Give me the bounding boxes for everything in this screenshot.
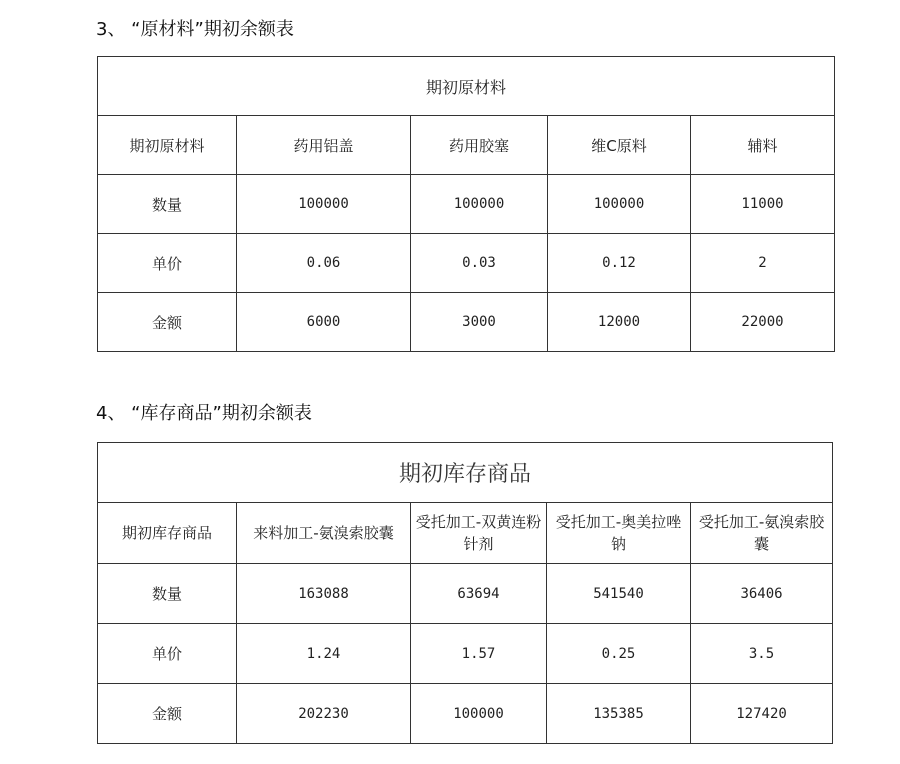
table-cell: 12000 xyxy=(548,293,691,352)
table-cell: 11000 xyxy=(691,175,835,234)
table-cell: 6000 xyxy=(237,293,411,352)
row-label: 金额 xyxy=(98,293,237,352)
table-cell: 1.24 xyxy=(237,624,411,684)
table-cell: 1.57 xyxy=(411,624,547,684)
column-header: 受托加工-双黄连粉针剂 xyxy=(411,503,547,564)
table-title: 期初库存商品 xyxy=(98,443,833,503)
table-cell: 202230 xyxy=(237,684,411,744)
column-header: 药用铝盖 xyxy=(237,116,411,175)
row-label: 数量 xyxy=(98,175,237,234)
table-cell: 3.5 xyxy=(691,624,833,684)
table-cell: 100000 xyxy=(411,684,547,744)
table-cell: 0.06 xyxy=(237,234,411,293)
table-cell: 36406 xyxy=(691,564,833,624)
column-header: 来料加工-氨溴索胶囊 xyxy=(237,503,411,564)
table-title-row xyxy=(98,443,833,503)
row-label: 数量 xyxy=(98,564,237,624)
column-header: 维C原料 xyxy=(548,116,691,175)
table-cell: 63694 xyxy=(411,564,547,624)
table-cell: 541540 xyxy=(547,564,691,624)
column-header: 期初库存商品 xyxy=(98,503,237,564)
table-cell: 127420 xyxy=(691,684,833,744)
table-title-row xyxy=(98,57,835,116)
table-header-row xyxy=(98,116,835,175)
table-cell: 100000 xyxy=(548,175,691,234)
table-row xyxy=(98,293,835,352)
table-cell: 0.25 xyxy=(547,624,691,684)
table-cell: 100000 xyxy=(237,175,411,234)
column-header: 药用胶塞 xyxy=(411,116,548,175)
row-label: 金额 xyxy=(98,684,237,744)
table-row xyxy=(98,234,835,293)
table-header-row xyxy=(98,503,833,564)
table-cell: 0.03 xyxy=(411,234,548,293)
table-row xyxy=(98,564,833,624)
section-4-heading: 4、 “库存商品”期初余额表 xyxy=(96,403,312,424)
table-cell: 100000 xyxy=(411,175,548,234)
column-header: 受托加工-氨溴索胶囊 xyxy=(691,503,833,564)
table-row xyxy=(98,175,835,234)
raw-materials-opening-balance-table xyxy=(97,56,835,352)
table-cell: 3000 xyxy=(411,293,548,352)
column-header: 受托加工-奥美拉唑钠 xyxy=(547,503,691,564)
inventory-goods-opening-balance-table xyxy=(97,442,833,744)
table-row xyxy=(98,684,833,744)
row-label: 单价 xyxy=(98,624,237,684)
table-row xyxy=(98,624,833,684)
table-cell: 0.12 xyxy=(548,234,691,293)
table-cell: 163088 xyxy=(237,564,411,624)
table-cell: 2 xyxy=(691,234,835,293)
column-header: 辅料 xyxy=(691,116,835,175)
section-3-heading: 3、 “原材料”期初余额表 xyxy=(96,19,294,40)
table-title: 期初原材料 xyxy=(98,57,835,116)
table-cell: 135385 xyxy=(547,684,691,744)
table-cell: 22000 xyxy=(691,293,835,352)
column-header: 期初原材料 xyxy=(98,116,237,175)
row-label: 单价 xyxy=(98,234,237,293)
